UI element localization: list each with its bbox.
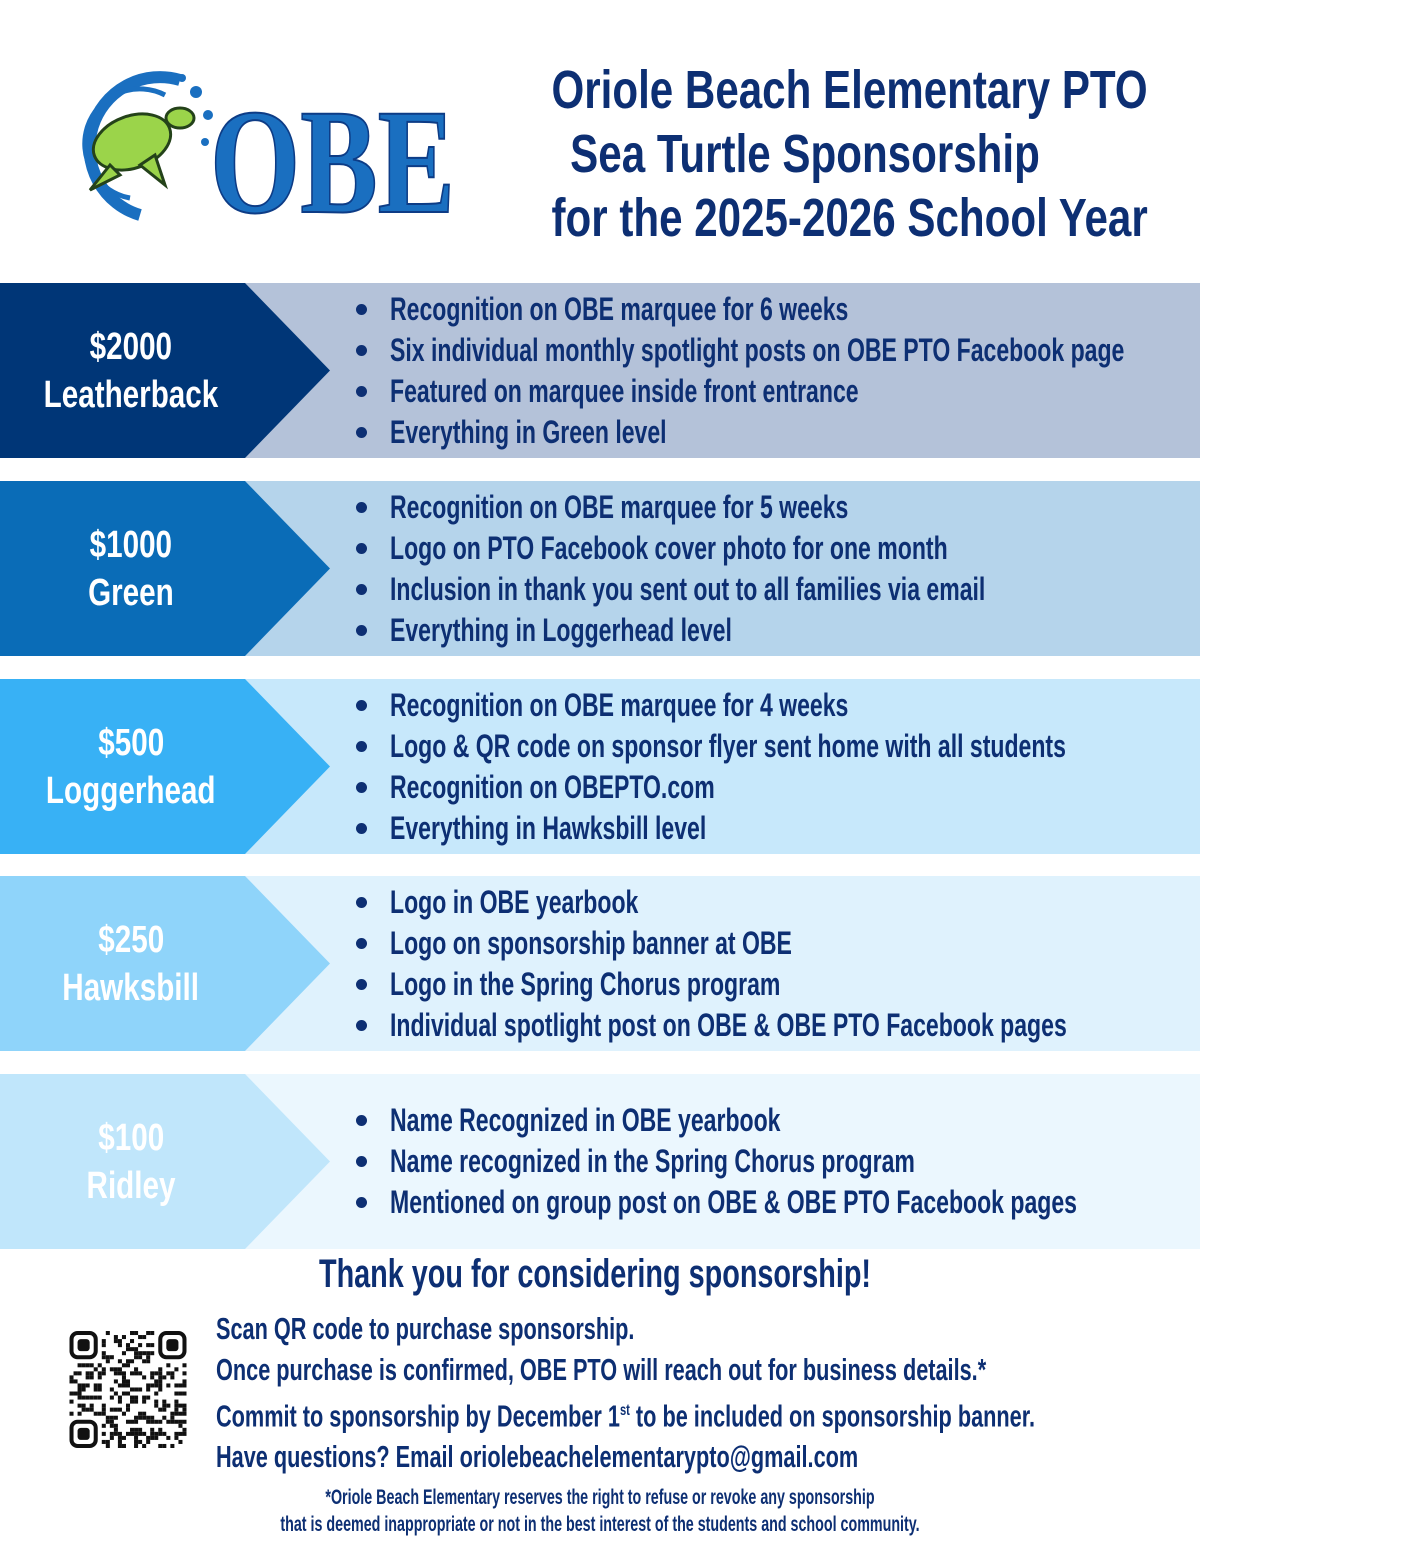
benefit-item: Featured on marquee inside front entrance — [352, 371, 1410, 412]
benefit-item: Logo in OBE yearbook — [352, 882, 1330, 923]
benefit-list — [352, 679, 1329, 854]
purchase-info — [216, 1308, 1386, 1477]
tier-price: $250 — [98, 918, 164, 961]
benefit-item: Mentioned on group post on OBE & OBE PTO Facebook pages — [352, 1182, 1344, 1223]
tier-label — [0, 481, 262, 656]
footnote — [0, 1484, 1200, 1538]
benefit-item: Logo in the Spring Chorus program — [352, 964, 1330, 1005]
benefit-list — [352, 481, 1217, 656]
tier-label — [0, 283, 262, 458]
obe-logo — [70, 70, 460, 245]
title-line: Oriole Beach Elementary PTO — [551, 60, 1148, 120]
benefit-item: Recognition on OBE marquee for 4 weeks — [352, 685, 1329, 726]
tier-label — [0, 876, 262, 1051]
tier-name: Hawksbill — [62, 966, 200, 1009]
title-line: Sea Turtle Sponsorship — [570, 124, 1040, 184]
sponsorship-tier — [0, 1074, 1200, 1249]
benefit-item: Six individual monthly spotlight posts on OBE PTO Facebook page — [352, 330, 1410, 371]
tier-name: Leatherback — [43, 373, 219, 416]
benefit-item: Everything in Green level — [352, 412, 1410, 453]
info-line: Commit to sponsorship by December 1st to be included on sponsorship banner. — [216, 1398, 1036, 1434]
svg-text:OBE: OBE — [210, 79, 455, 245]
benefit-list — [352, 283, 1410, 458]
benefit-item: Inclusion in thank you sent out to all families via email — [352, 569, 1217, 610]
contact-email[interactable]: Have questions? Email oriolebeachelementarypto@gmail.com — [216, 1439, 859, 1475]
tier-price: $500 — [98, 721, 164, 764]
sponsorship-tier — [0, 876, 1200, 1051]
benefit-item: Logo & QR code on sponsor flyer sent home with all students — [352, 726, 1329, 767]
footnote-line: *Oriole Beach Elementary reserves the right to refuse or revoke any sponsorship — [325, 1486, 875, 1509]
page-title — [480, 58, 1148, 250]
sponsorship-tier — [0, 481, 1200, 656]
tier-label — [0, 1074, 262, 1249]
tier-name: Ridley — [86, 1164, 176, 1207]
benefit-item: Logo on PTO Facebook cover photo for one month — [352, 528, 1217, 569]
qr-code[interactable] — [69, 1331, 187, 1448]
benefit-item: Recognition on OBEPTO.com — [352, 767, 1329, 808]
tier-price: $100 — [98, 1116, 164, 1159]
benefit-item: Recognition on OBE marquee for 6 weeks — [352, 289, 1410, 330]
benefit-item: Name Recognized in OBE yearbook — [352, 1100, 1344, 1141]
title-line: for the 2025-2026 School Year — [551, 188, 1148, 248]
tier-price: $1000 — [89, 523, 173, 566]
sponsorship-tier — [0, 679, 1200, 854]
footnote-line: that is deemed inappropriate or not in the best interest of the students and school community. — [280, 1513, 920, 1536]
tier-price: $2000 — [89, 325, 173, 368]
tier-name: Green — [88, 571, 174, 614]
benefit-item: Recognition on OBE marquee for 5 weeks — [352, 487, 1217, 528]
tier-label — [0, 679, 262, 854]
info-line: Once purchase is confirmed, OBE PTO will reach out for business details.* — [216, 1352, 987, 1387]
benefit-item: Everything in Hawksbill level — [352, 808, 1329, 849]
info-line: Scan QR code to purchase sponsorship. — [216, 1311, 635, 1346]
benefit-item: Name recognized in the Spring Chorus program — [352, 1141, 1344, 1182]
thank-you-heading: Thank you for considering sponsorship! — [318, 1252, 872, 1296]
benefit-item: Logo on sponsorship banner at OBE — [352, 923, 1330, 964]
benefit-list — [352, 1074, 1344, 1249]
tier-name: Loggerhead — [46, 769, 216, 812]
sponsorship-tier — [0, 283, 1200, 458]
benefit-list — [352, 876, 1330, 1051]
benefit-item: Everything in Loggerhead level — [352, 610, 1217, 651]
benefit-item: Individual spotlight post on OBE & OBE PTO Facebook pages — [352, 1005, 1330, 1046]
